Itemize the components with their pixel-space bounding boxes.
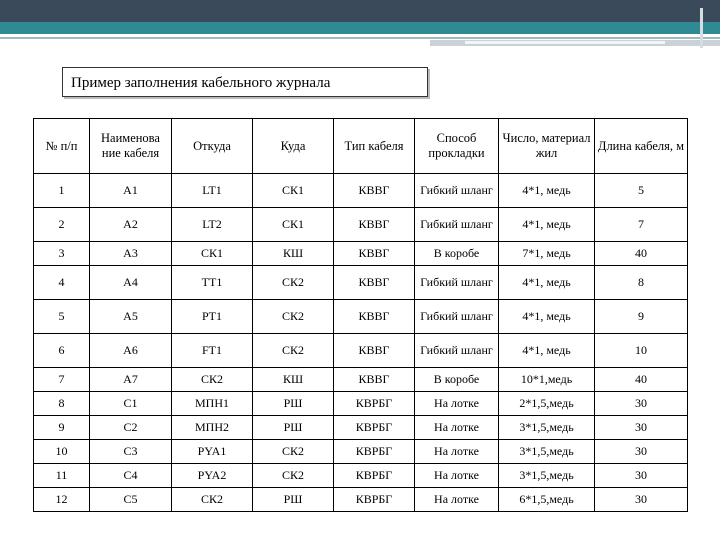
cell-number: 11 (34, 464, 90, 488)
cell-cable-type: КВРБГ (334, 440, 415, 464)
cell-laying-method: Гибкий шланг (415, 266, 499, 300)
cell-laying-method: Гибкий шланг (415, 174, 499, 208)
cell-laying-method: На лотке (415, 488, 499, 512)
cable-journal-table (33, 118, 688, 512)
cell-cable-name: C3 (90, 440, 172, 464)
cell-cores: 3*1,5,медь (499, 464, 595, 488)
cell-to: КШ (253, 242, 334, 266)
cell-cable-type: КВРБГ (334, 488, 415, 512)
cell-length: 40 (595, 368, 688, 392)
cell-length: 10 (595, 334, 688, 368)
cell-to: СК1 (253, 174, 334, 208)
cell-cable-name: A5 (90, 300, 172, 334)
table-row (34, 368, 688, 392)
cell-from: СК2 (172, 368, 253, 392)
table-row (34, 334, 688, 368)
cell-laying-method: На лотке (415, 464, 499, 488)
cell-from: МПН2 (172, 416, 253, 440)
table-row (34, 416, 688, 440)
cell-cable-type: КВВГ (334, 300, 415, 334)
header-accent-light (465, 41, 665, 44)
cell-cable-name: C1 (90, 392, 172, 416)
cell-to: СК2 (253, 300, 334, 334)
cell-cores: 3*1,5,медь (499, 416, 595, 440)
cell-number: 6 (34, 334, 90, 368)
cell-cable-type: КВВГ (334, 368, 415, 392)
header-bar-dark (0, 0, 720, 22)
cell-to: СК2 (253, 266, 334, 300)
cell-cable-type: КВРБГ (334, 416, 415, 440)
cell-length: 30 (595, 488, 688, 512)
cell-from: СК2 (172, 488, 253, 512)
cell-cores: 7*1, медь (499, 242, 595, 266)
cell-cable-name: A4 (90, 266, 172, 300)
cell-to: РШ (253, 416, 334, 440)
cell-number: 7 (34, 368, 90, 392)
cell-length: 8 (595, 266, 688, 300)
cell-length: 7 (595, 208, 688, 242)
header-cable-name: Наименова ние кабеля (90, 119, 172, 174)
cell-length: 30 (595, 416, 688, 440)
cell-number: 2 (34, 208, 90, 242)
cell-laying-method: На лотке (415, 416, 499, 440)
cell-from: PYA2 (172, 464, 253, 488)
cell-from: МПН1 (172, 392, 253, 416)
cell-cable-type: КВРБГ (334, 392, 415, 416)
cell-to: РШ (253, 488, 334, 512)
table-header-row (34, 119, 688, 174)
header-to: Куда (253, 119, 334, 174)
cell-length: 9 (595, 300, 688, 334)
cell-length: 5 (595, 174, 688, 208)
cell-number: 10 (34, 440, 90, 464)
cell-cores: 4*1, медь (499, 266, 595, 300)
cell-cable-name: A2 (90, 208, 172, 242)
cell-cable-name: A3 (90, 242, 172, 266)
cell-to: КШ (253, 368, 334, 392)
cell-cores: 10*1,медь (499, 368, 595, 392)
cell-cable-type: КВВГ (334, 208, 415, 242)
cell-length: 30 (595, 392, 688, 416)
cell-cable-name: A6 (90, 334, 172, 368)
cell-cable-type: КВВГ (334, 242, 415, 266)
cell-laying-method: Гибкий шланг (415, 300, 499, 334)
cell-length: 30 (595, 440, 688, 464)
cell-cable-name: C2 (90, 416, 172, 440)
cell-cores: 2*1,5,медь (499, 392, 595, 416)
cell-cores: 4*1, медь (499, 300, 595, 334)
table-row (34, 208, 688, 242)
cell-cores: 6*1,5,медь (499, 488, 595, 512)
cell-number: 5 (34, 300, 90, 334)
cell-to: СК2 (253, 464, 334, 488)
header-cores: Число, материал жил (499, 119, 595, 174)
cell-length: 40 (595, 242, 688, 266)
slide-title: Пример заполнения кабельного журнала (62, 67, 428, 97)
cell-from: СК1 (172, 242, 253, 266)
cell-laying-method: На лотке (415, 392, 499, 416)
header-laying-method: Способ прокладки (415, 119, 499, 174)
cell-to: СК2 (253, 440, 334, 464)
cell-from: LT1 (172, 174, 253, 208)
cell-cable-type: КВВГ (334, 174, 415, 208)
cell-laying-method: Гибкий шланг (415, 208, 499, 242)
cell-number: 8 (34, 392, 90, 416)
header-from: Откуда (172, 119, 253, 174)
cell-from: PT1 (172, 300, 253, 334)
cell-cores: 4*1, медь (499, 208, 595, 242)
cell-number: 3 (34, 242, 90, 266)
cell-cores: 4*1, медь (499, 334, 595, 368)
cell-laying-method: В коробе (415, 368, 499, 392)
table-row (34, 392, 688, 416)
cell-cable-name: C5 (90, 488, 172, 512)
cell-to: РШ (253, 392, 334, 416)
cell-from: LT2 (172, 208, 253, 242)
cell-cores: 3*1,5,медь (499, 440, 595, 464)
cell-to: СК1 (253, 208, 334, 242)
table-row (34, 174, 688, 208)
cell-cable-name: A1 (90, 174, 172, 208)
cell-number: 9 (34, 416, 90, 440)
header-bar-teal (0, 22, 720, 34)
cell-from: PYA1 (172, 440, 253, 464)
cell-cores: 4*1, медь (499, 174, 595, 208)
cell-number: 1 (34, 174, 90, 208)
cell-laying-method: В коробе (415, 242, 499, 266)
header-divider (0, 37, 720, 39)
table-row (34, 440, 688, 464)
table-row (34, 300, 688, 334)
header-number: № п/п (34, 119, 90, 174)
table-row (34, 242, 688, 266)
table-row (34, 464, 688, 488)
cell-length: 30 (595, 464, 688, 488)
cell-laying-method: На лотке (415, 440, 499, 464)
table-row (34, 266, 688, 300)
cell-number: 12 (34, 488, 90, 512)
cell-from: TT1 (172, 266, 253, 300)
cell-laying-method: Гибкий шланг (415, 334, 499, 368)
cell-number: 4 (34, 266, 90, 300)
cell-cable-name: C4 (90, 464, 172, 488)
cell-cable-type: КВРБГ (334, 464, 415, 488)
header-length: Длина кабеля, м (595, 119, 688, 174)
table-row (34, 488, 688, 512)
header-cable-type: Тип кабеля (334, 119, 415, 174)
header-accent-vertical (700, 8, 703, 48)
cell-from: FT1 (172, 334, 253, 368)
cell-cable-type: КВВГ (334, 334, 415, 368)
cell-cable-name: A7 (90, 368, 172, 392)
cell-to: СК2 (253, 334, 334, 368)
cell-cable-type: КВВГ (334, 266, 415, 300)
